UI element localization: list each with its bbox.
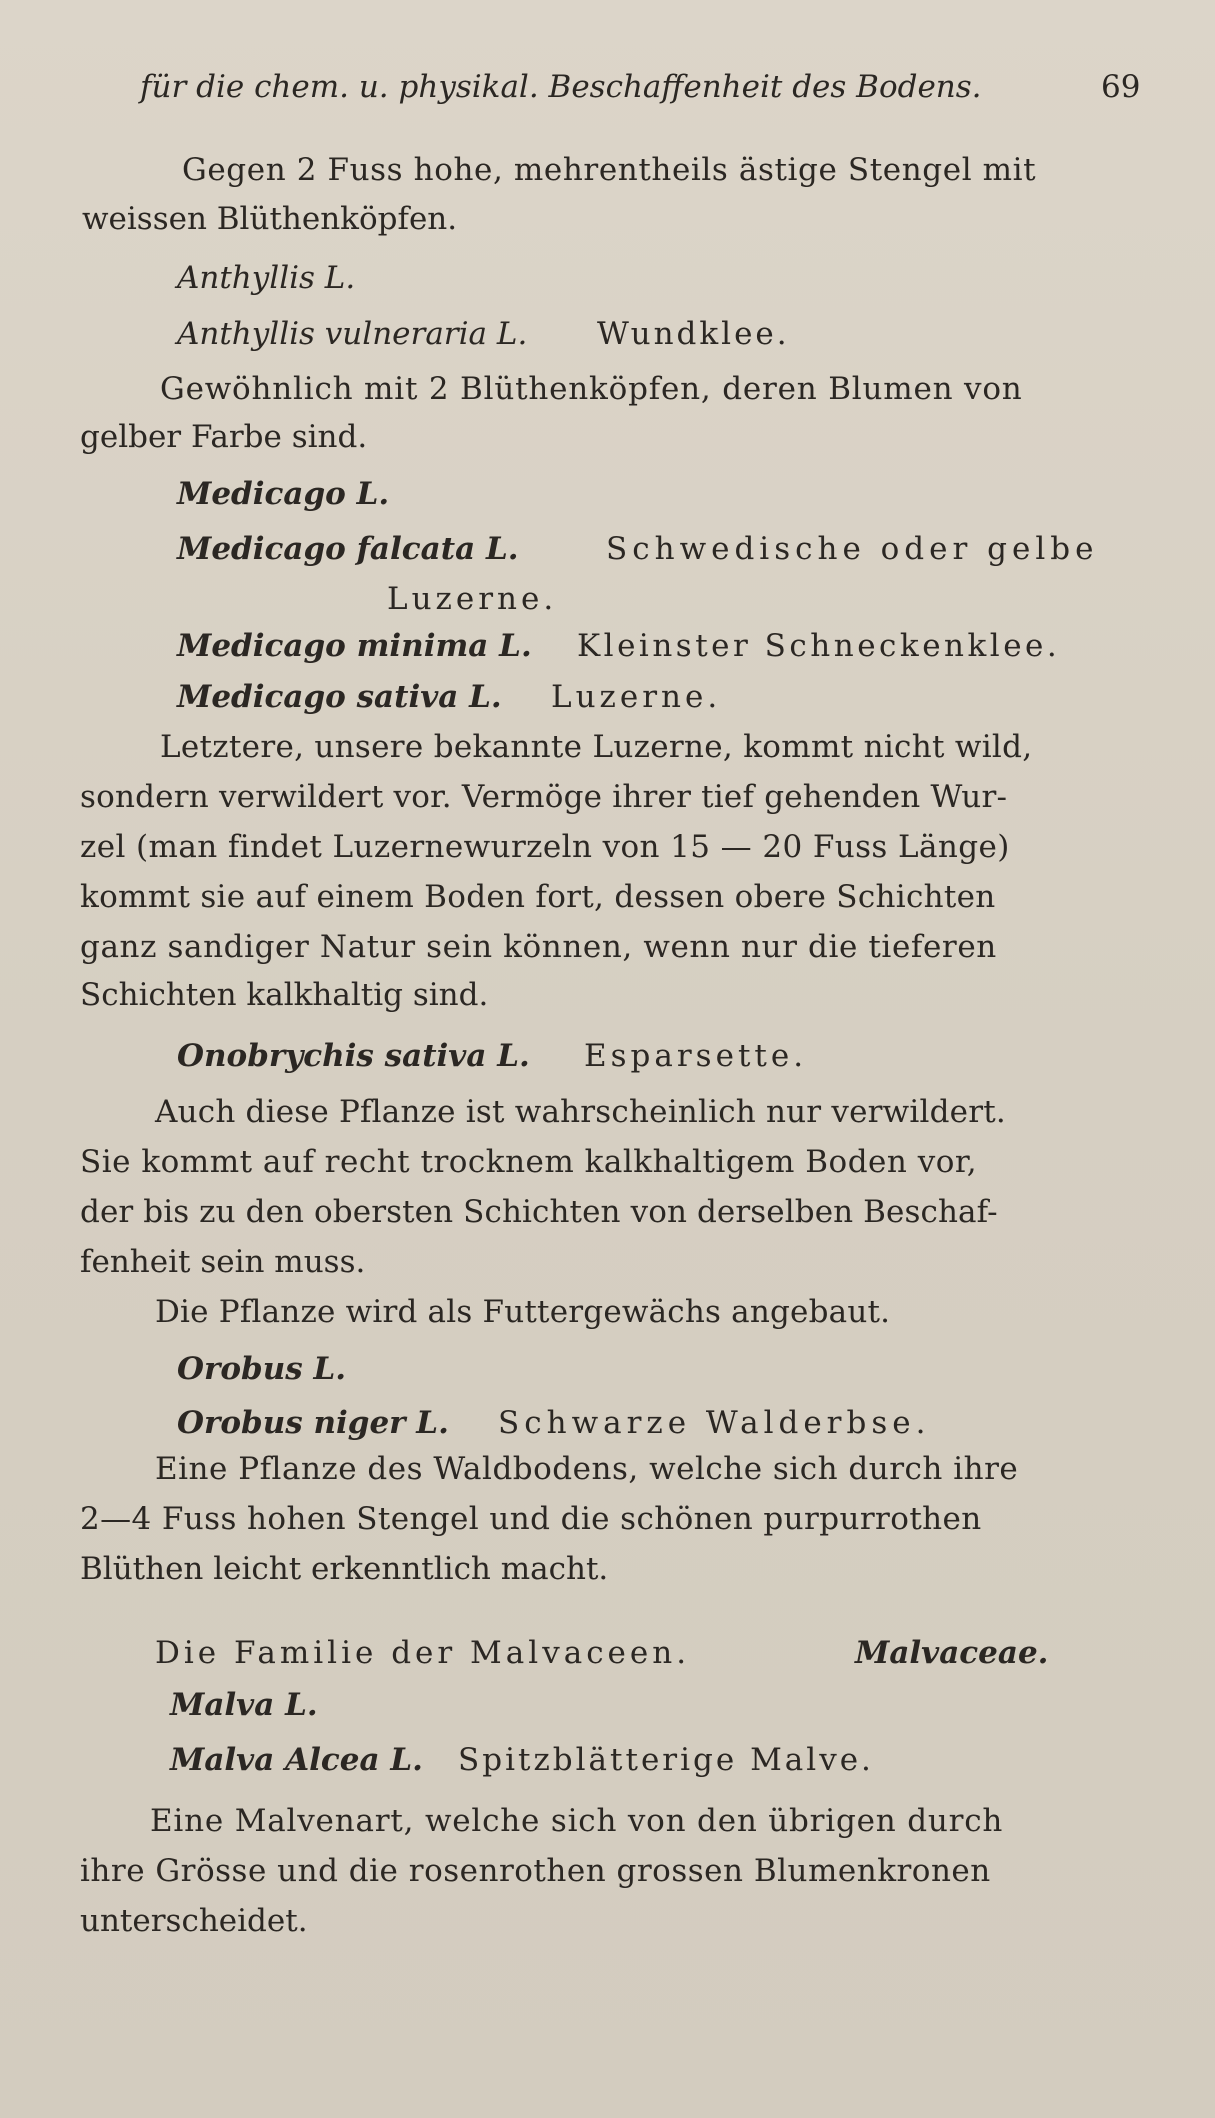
page-number: 69 bbox=[1101, 69, 1141, 105]
species-name: Onobrychis sativa L. bbox=[177, 1038, 530, 1074]
family-name: Die Familie der Malvaceen. bbox=[155, 1635, 691, 1671]
common-name: Esparsette. bbox=[584, 1038, 808, 1074]
book-page: für die chem. u. physikal. Beschaffenheit des Bodens. 69 Gegen 2 Fuss hohe, mehrentheils ästige Stengel mit weissen Blüthenköpfen. Anthyllis L. Anthyllis vulneraria L. Wundklee. Gewöhnlich mit 2 Blüthenköpfen, deren Blumen von gelber Farbe sind. Medicago L. Medicago falcata L. Schwedische oder gelbe Luzerne. Medicago minima L. Kleinster Schneckenklee. Medicago sativa L. Luzerne. Letztere, unsere bekannte Luzerne, kommt nicht wild, sondern verwildert vor. Vermöge ihrer tief gehenden Wur- zel (man findet Luzernewurzeln von 15 — 20 Fuss Länge) kommt sie auf einem Boden fort, dessen obere Schichten ganz sandiger Natur sein können, wenn nur die tieferen Schichten kalkhaltig sind. Onobrychis sativa L. Esparsette. Auch diese Pflanze ist wahrscheinlich nur verwildert. Sie kommt auf recht trocknem kalkhaltigem Boden vor, der bis zu den obersten Schichten von derselben Beschaf- fenheit sein muss. Die Pflanze wird als Futtergewächs angebaut. Orobus L. Orobus niger L. Schwarze Walderbse. Eine Pflanze des Waldbodens, welche sich durch ihre 2—4 Fuss hohen Stengel und die schönen purpurrothen Blüthen leicht erkenntlich macht. Die Familie der Malvaceen. Malvaceae. Malva L. Malva Alcea L. Spitzblätterige Malve. Eine Malvenart, welche sich von den übrigen durch ihre Grösse und die rosenrothen grossen Blumenkronen unterscheidet. bbox=[0, 0, 1215, 2118]
species-name: Malva Alcea L. bbox=[170, 1742, 423, 1778]
common-name: Spitzblätterige Malve. bbox=[458, 1742, 874, 1778]
species-name: Orobus niger L. bbox=[177, 1405, 449, 1441]
common-name: Luzerne. bbox=[387, 581, 558, 617]
species-name: Medicago sativa L. bbox=[177, 679, 502, 715]
common-name: Wundklee. bbox=[597, 316, 790, 352]
family-latin: Malvaceae. bbox=[855, 1635, 1049, 1671]
common-name: Luzerne. bbox=[551, 679, 722, 715]
common-name: Schwedische oder gelbe bbox=[606, 531, 1099, 567]
species-name: Medicago falcata L. bbox=[177, 531, 519, 567]
common-name: Schwarze Walderbse. bbox=[498, 1405, 931, 1441]
common-name: Kleinster Schneckenklee. bbox=[577, 628, 1061, 664]
species-name: Medicago minima L. bbox=[177, 628, 532, 664]
running-title: für die chem. u. physikal. Beschaffenheit des Bodens. bbox=[140, 69, 982, 105]
species-name: Anthyllis vulneraria L. bbox=[177, 316, 528, 352]
